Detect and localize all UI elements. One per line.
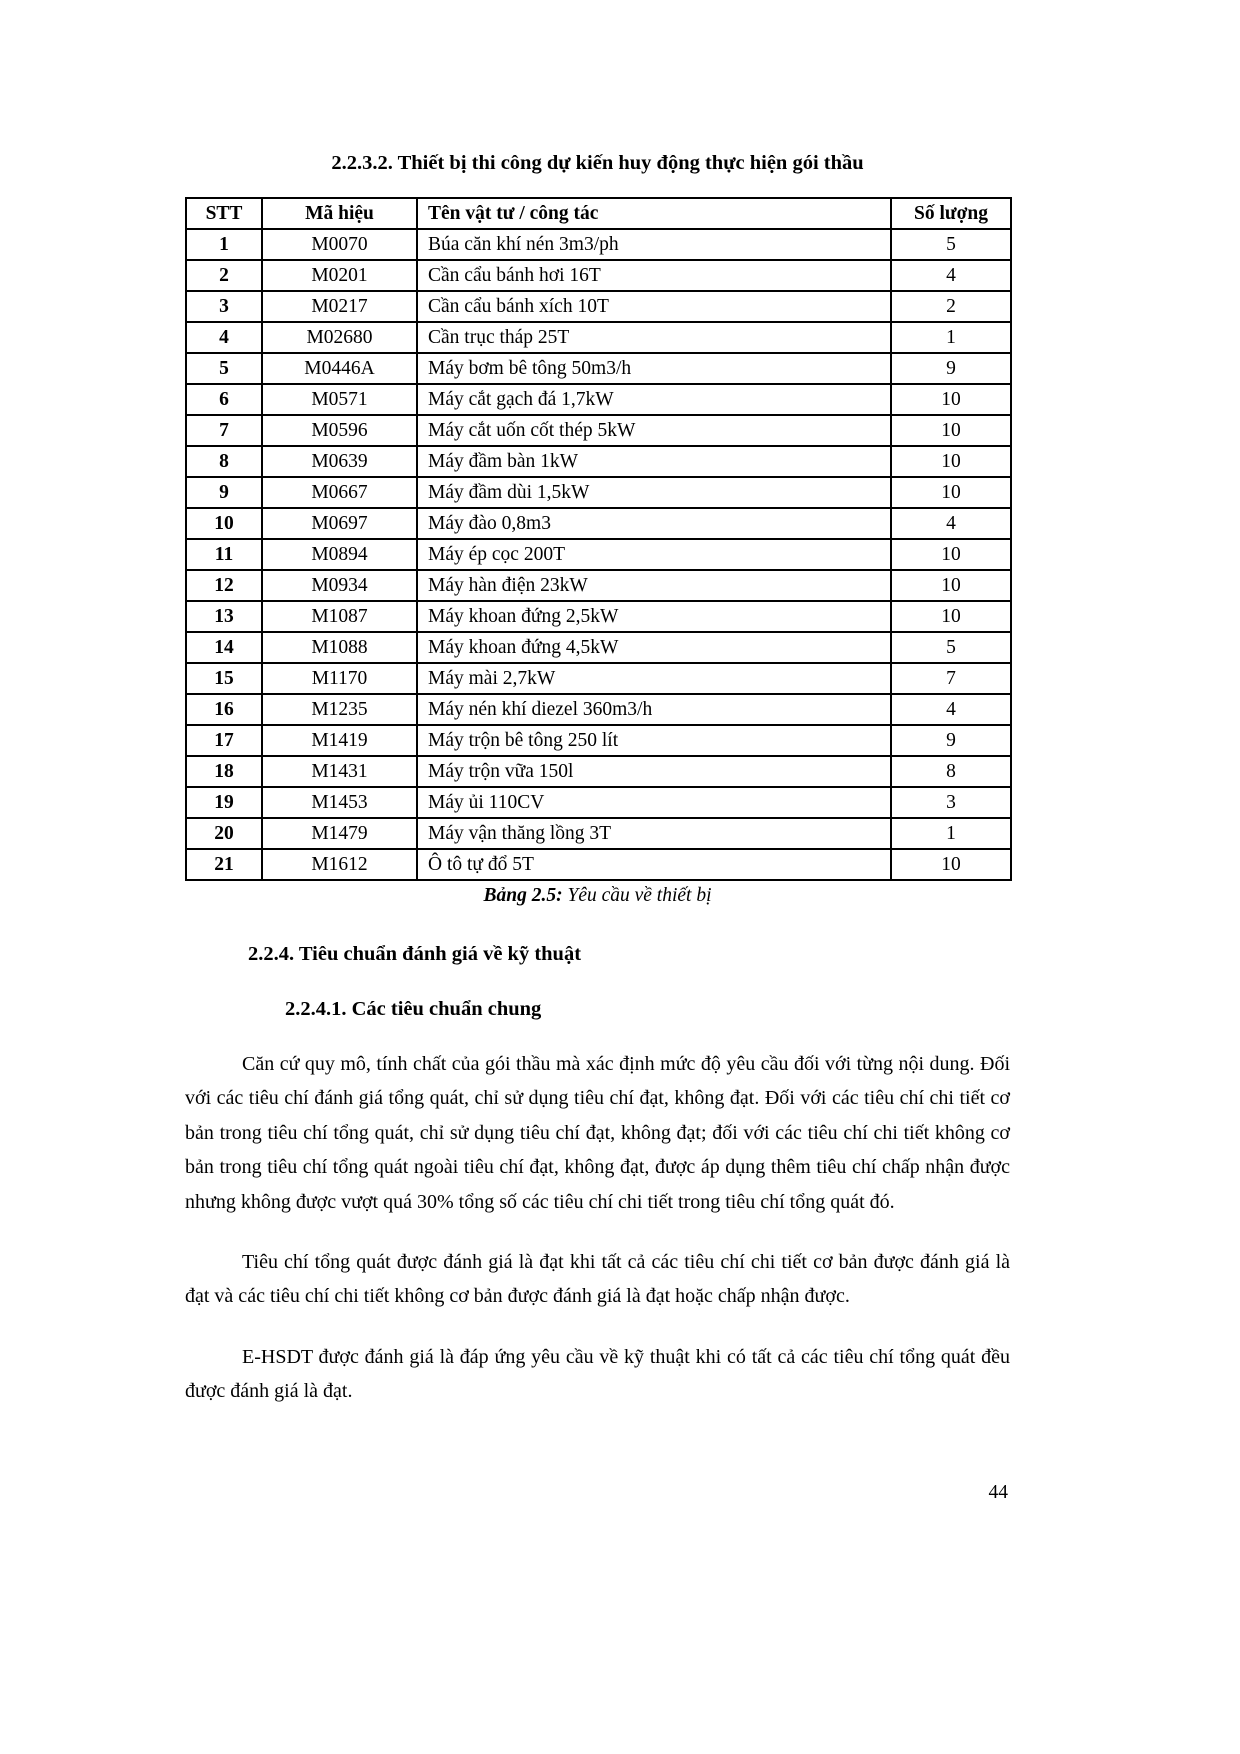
table-cell: 10: [891, 415, 1011, 446]
table-caption: [185, 885, 1010, 907]
table-row: [186, 756, 1011, 787]
table-cell: 8: [891, 756, 1011, 787]
table-row: [186, 787, 1011, 818]
table-caption-label: Bảng 2.5:: [483, 885, 563, 906]
table-row: [186, 818, 1011, 849]
table-cell: 18: [186, 756, 262, 787]
table-cell: Máy trộn bê tông 250 lít: [417, 725, 891, 756]
table-cell: 16: [186, 694, 262, 725]
table-cell: M1170: [262, 663, 417, 694]
table-cell: Búa căn khí nén 3m3/ph: [417, 229, 891, 260]
table-cell: M0201: [262, 260, 417, 291]
table-cell: 3: [186, 291, 262, 322]
table-cell: M0894: [262, 539, 417, 570]
table-cell: M0571: [262, 384, 417, 415]
table-cell: 20: [186, 818, 262, 849]
paragraph: Căn cứ quy mô, tính chất của gói thầu mà xác định mức độ yêu cầu đối với từng nội dung. Đối với các tiêu chí đánh giá tổng quát, chỉ sử dụng tiêu chí đạt, không đạt. Đối với các tiêu chí chi tiết cơ bản trong tiêu chí tổng quát, chỉ sử dụng tiêu chí đạt, không đạt; đối với các tiêu chí chi tiết không cơ bản trong tiêu chí tổng quát ngoài tiêu chí đạt, không đạt, được áp dụng thêm tiêu chí chấp nhận được nhưng không được vượt quá 30% tổng số các tiêu chí chi tiết trong tiêu chí tổng quát đó.: [185, 1053, 1010, 1213]
table-cell: 6: [186, 384, 262, 415]
table-cell: 5: [891, 229, 1011, 260]
table-cell: 4: [891, 508, 1011, 539]
table-cell: Cần cẩu bánh xích 10T: [417, 291, 891, 322]
table-cell: Cần cẩu bánh hơi 16T: [417, 260, 891, 291]
table-cell: 14: [186, 632, 262, 663]
table-row: [186, 291, 1011, 322]
table-cell: 21: [186, 849, 262, 880]
table-cell: M0217: [262, 291, 417, 322]
table-cell: 1: [891, 322, 1011, 353]
table-cell: Máy ủi 110CV: [417, 787, 891, 818]
column-header-name: Tên vật tư / công tác: [417, 198, 891, 229]
table-cell: 3: [891, 787, 1011, 818]
section-title: 2.2.3.2. Thiết bị thi công dự kiến huy động thực hiện gói thầu: [331, 152, 864, 174]
table-cell: 10: [891, 570, 1011, 601]
equipment-table: [185, 197, 1012, 881]
table-cell: Ô tô tự đổ 5T: [417, 849, 891, 880]
table-cell: 1: [186, 229, 262, 260]
table-cell: 4: [891, 694, 1011, 725]
table-cell: 9: [891, 725, 1011, 756]
table-cell: 5: [891, 632, 1011, 663]
table-cell: M0667: [262, 477, 417, 508]
equipment-table-body: [186, 229, 1011, 880]
table-cell: 9: [186, 477, 262, 508]
table-cell: Máy trộn vữa 150l: [417, 756, 891, 787]
table-cell: Máy cắt gạch đá 1,7kW: [417, 384, 891, 415]
table-cell: 17: [186, 725, 262, 756]
table-cell: 10: [891, 601, 1011, 632]
table-cell: 10: [891, 384, 1011, 415]
table-cell: Máy khoan đứng 2,5kW: [417, 601, 891, 632]
table-row: [186, 663, 1011, 694]
table-cell: 15: [186, 663, 262, 694]
column-header-quantity: Số lượng: [891, 198, 1011, 229]
table-cell: M1087: [262, 601, 417, 632]
table-row: [186, 415, 1011, 446]
table-cell: 13: [186, 601, 262, 632]
table-row: [186, 539, 1011, 570]
table-header-row: [186, 198, 1011, 229]
heading-section: 2.2.4. Tiêu chuẩn đánh giá về kỹ thuật: [248, 943, 582, 965]
table-cell: 1: [891, 818, 1011, 849]
table-cell: M0697: [262, 508, 417, 539]
table-cell: 19: [186, 787, 262, 818]
table-cell: M1479: [262, 818, 417, 849]
table-cell: 9: [891, 353, 1011, 384]
table-row: [186, 260, 1011, 291]
table-cell: M1612: [262, 849, 417, 880]
table-cell: M1453: [262, 787, 417, 818]
page-number: 44: [988, 1482, 1008, 1503]
table-cell: 5: [186, 353, 262, 384]
table-cell: 4: [891, 260, 1011, 291]
table-row: [186, 694, 1011, 725]
table-row: [186, 322, 1011, 353]
table-cell: 10: [891, 477, 1011, 508]
table-cell: Máy hàn điện 23kW: [417, 570, 891, 601]
table-cell: M1431: [262, 756, 417, 787]
table-cell: 7: [891, 663, 1011, 694]
table-cell: 10: [891, 849, 1011, 880]
table-cell: 12: [186, 570, 262, 601]
table-cell: Máy đầm bàn 1kW: [417, 446, 891, 477]
table-cell: Máy bơm bê tông 50m3/h: [417, 353, 891, 384]
table-cell: Máy nén khí diezel 360m3/h: [417, 694, 891, 725]
table-row: [186, 508, 1011, 539]
table-cell: M0070: [262, 229, 417, 260]
table-caption-text: Yêu cầu về thiết bị: [562, 885, 712, 906]
table-row: [186, 570, 1011, 601]
table-cell: M0596: [262, 415, 417, 446]
table-cell: 10: [891, 539, 1011, 570]
table-cell: M1235: [262, 694, 417, 725]
paragraph: Tiêu chí tổng quát được đánh giá là đạt khi tất cả các tiêu chí chi tiết cơ bản được đánh giá là đạt và các tiêu chí chi tiết không cơ bản được đánh giá là đạt hoặc chấp nhận được.: [185, 1250, 1010, 1308]
column-header-code: Mã hiệu: [262, 198, 417, 229]
table-cell: M1088: [262, 632, 417, 663]
table-cell: Cần trục tháp 25T: [417, 322, 891, 353]
table-cell: 10: [186, 508, 262, 539]
table-cell: Máy khoan đứng 4,5kW: [417, 632, 891, 663]
table-cell: M0446A: [262, 353, 417, 384]
table-cell: 7: [186, 415, 262, 446]
table-cell: 4: [186, 322, 262, 353]
table-cell: 8: [186, 446, 262, 477]
column-header-stt: STT: [186, 198, 262, 229]
table-row: [186, 725, 1011, 756]
table-cell: Máy mài 2,7kW: [417, 663, 891, 694]
table-row: [186, 477, 1011, 508]
table-row: [186, 353, 1011, 384]
table-cell: M0639: [262, 446, 417, 477]
table-cell: 2: [186, 260, 262, 291]
table-row: [186, 229, 1011, 260]
table-cell: Máy ép cọc 200T: [417, 539, 891, 570]
table-row: [186, 446, 1011, 477]
table-cell: Máy cắt uốn cốt thép 5kW: [417, 415, 891, 446]
table-cell: Máy đào 0,8m3: [417, 508, 891, 539]
table-row: [186, 632, 1011, 663]
table-cell: 2: [891, 291, 1011, 322]
table-row: [186, 849, 1011, 880]
table-cell: Máy đầm dùi 1,5kW: [417, 477, 891, 508]
table-cell: M1419: [262, 725, 417, 756]
table-cell: 10: [891, 446, 1011, 477]
table-cell: 11: [186, 539, 262, 570]
heading-subsection: 2.2.4.1. Các tiêu chuẩn chung: [285, 998, 542, 1020]
table-row: [186, 601, 1011, 632]
table-row: [186, 384, 1011, 415]
paragraph: E-HSDT được đánh giá là đáp ứng yêu cầu về kỹ thuật khi có tất cả các tiêu chí tổng quát đều được đánh giá là đạt.: [185, 1345, 1010, 1403]
table-cell: Máy vận thăng lồng 3T: [417, 818, 891, 849]
table-cell: M0934: [262, 570, 417, 601]
table-cell: M02680: [262, 322, 417, 353]
